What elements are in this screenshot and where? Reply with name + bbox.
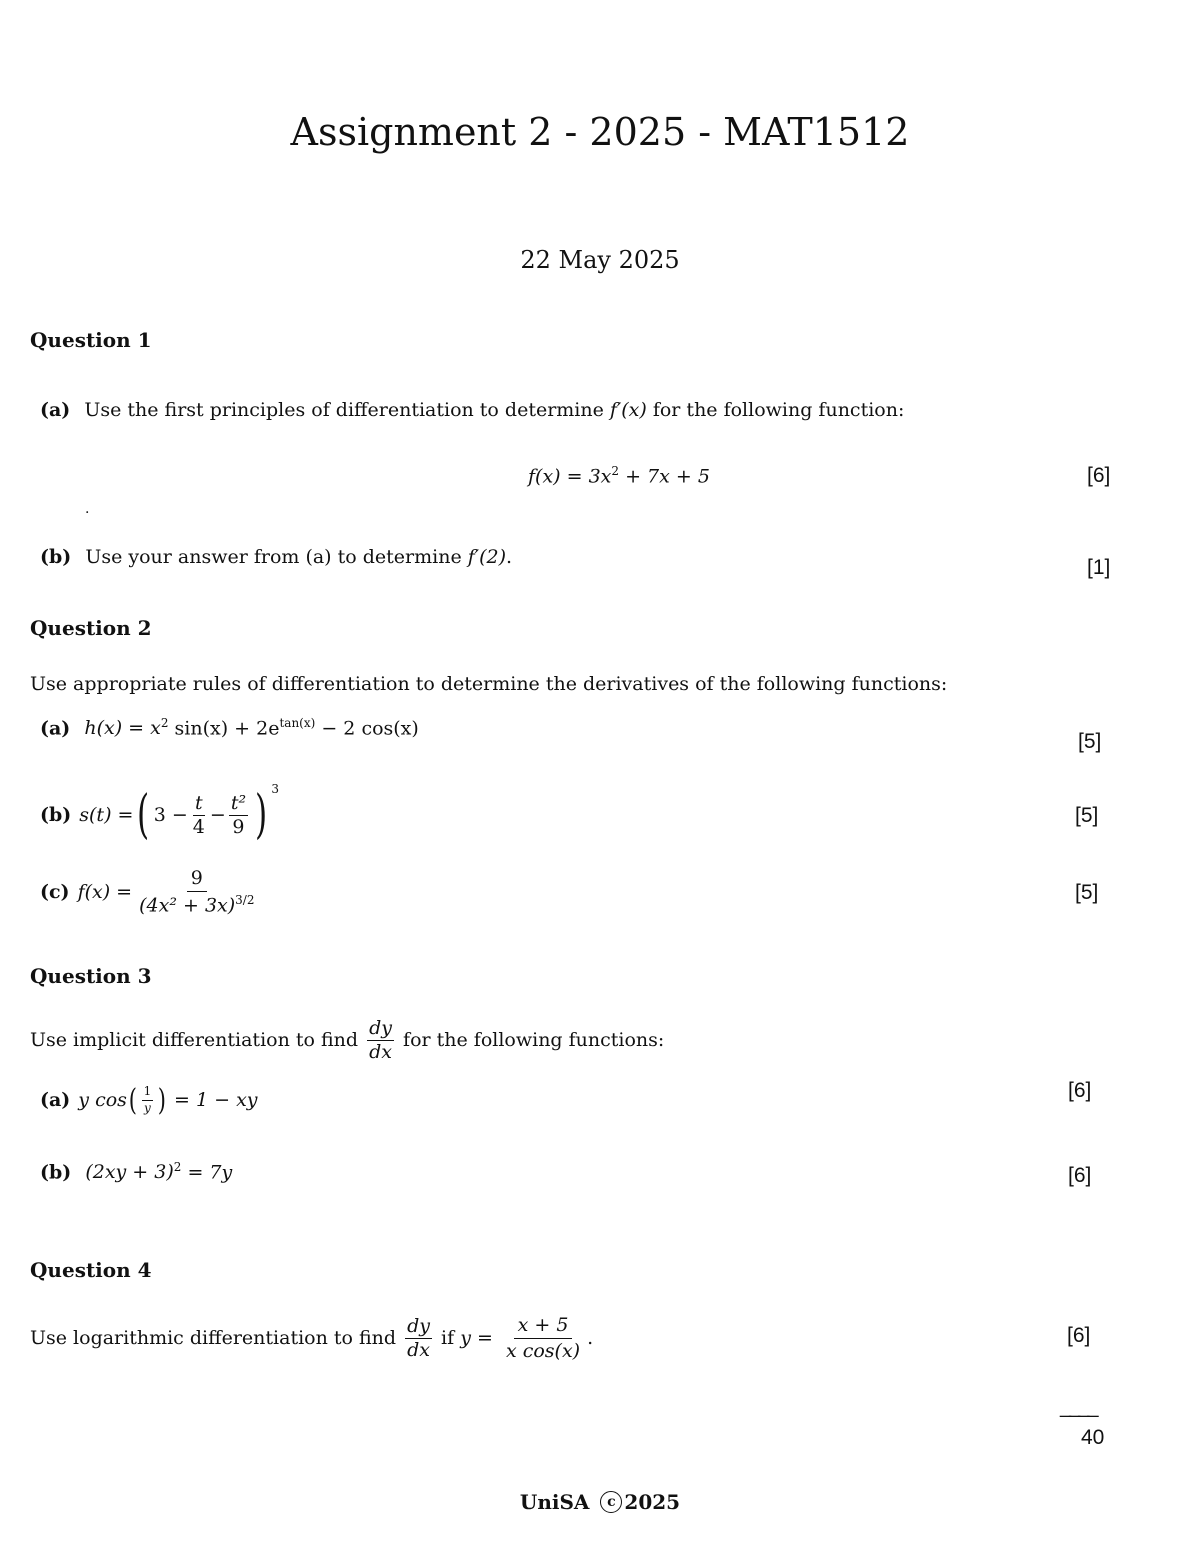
q3a-rhs: = 1 − xy — [167, 1089, 258, 1111]
q2b-lhs: s(t) = — [79, 804, 134, 826]
q1b-math: f′(2) — [467, 546, 506, 568]
q4-marks: [6] — [1067, 1324, 1091, 1347]
q3a-marks: [6] — [1068, 1079, 1092, 1102]
q3a-fraction: $\frac{1}{y}$ — [143, 1084, 152, 1115]
q3a-line — [40, 1075, 258, 1125]
q1a-equation — [528, 464, 710, 487]
page-title: Assignment 2 - 2025 - MAT1512 — [290, 110, 910, 154]
question-3-heading: Question 3 — [30, 964, 152, 988]
copyright-symbol: c — [600, 1491, 622, 1513]
q2a-exp1: 2 — [160, 716, 169, 730]
q1a-eq-exp: 2 — [611, 464, 620, 478]
q3a-label: (a) — [40, 1089, 71, 1111]
footer — [0, 1490, 1200, 1516]
q3b-rhs: = 7y — [181, 1161, 233, 1184]
q1b-text: Use your answer from (a) to determine — [85, 546, 468, 568]
footer-name: UniSA — [519, 1490, 590, 1514]
q4-text: Use logarithmic differentiation to find — [30, 1327, 403, 1349]
q3a-y: y cos — [78, 1089, 127, 1111]
q1a-marks: [6] — [1087, 464, 1111, 487]
q3b-eq: (2xy + 3) — [85, 1161, 174, 1184]
q1b-text-end: . — [506, 546, 513, 568]
q3-intro — [30, 1010, 664, 1070]
total-marks: 40 — [1081, 1426, 1105, 1449]
q2a-mid: sin(x) + 2e — [168, 717, 280, 740]
total-rule: ____ — [1060, 1396, 1097, 1418]
q2b-three: 3 − — [153, 804, 188, 826]
q3-dydx: $\frac{dy}{dx}$ — [369, 1016, 392, 1063]
q2b-fraction-1: $\frac{t}{4}$ — [192, 791, 205, 838]
q3b-exp: 2 — [173, 1160, 182, 1174]
q2c-fraction: $\frac{9}{(4x^2 + 3x)^{3/2}}$ — [139, 866, 255, 917]
q1a-label: (a) — [40, 399, 71, 421]
date: 22 May 2025 — [520, 246, 680, 274]
footer-year: 2025 — [624, 1490, 681, 1514]
q2b-minus: − — [209, 804, 226, 826]
question-4-heading: Question 4 — [30, 1258, 152, 1282]
q1a-eq-rest: + 7x + 5 — [619, 465, 710, 488]
q2a-marks: [5] — [1078, 730, 1102, 753]
q1b-marks: [1] — [1087, 556, 1111, 579]
q2a-end: − 2 cos(x) — [315, 717, 419, 740]
q2b-exp: 3 — [271, 782, 280, 796]
q4-dydx: $\frac{dy}{dx}$ — [407, 1314, 431, 1361]
q2b-open-paren: ( — [137, 785, 150, 845]
q2b-fraction-2: $\frac{\text{t²}}{9}$ — [230, 791, 247, 838]
q2c-label: (c) — [40, 881, 70, 903]
q1a-text-end: for the following function: — [646, 399, 905, 421]
q3b-label: (b) — [40, 1161, 72, 1184]
q3a-close-paren: ) — [158, 1082, 167, 1118]
question-2-heading: Question 2 — [30, 616, 152, 640]
q2b-marks: [5] — [1075, 804, 1099, 827]
q1a-math: f′(x) — [609, 399, 647, 421]
q4-end: . — [587, 1327, 594, 1349]
q2b-line — [40, 780, 279, 850]
q3-intro-text: Use implicit differentiation to find — [30, 1029, 365, 1051]
q1a-eq-lhs: f(x) = 3x — [528, 465, 612, 488]
q3-intro-end: for the following functions: — [397, 1029, 665, 1051]
q2c-marks: [5] — [1075, 881, 1099, 904]
q2a-label: (a) — [40, 717, 71, 740]
q2b-close-paren: ) — [255, 785, 268, 845]
q2a-line — [40, 716, 419, 739]
q1a-text: Use the first principles of differentiation to determine — [84, 399, 610, 421]
q2b-label: (b) — [40, 804, 72, 826]
q4-line — [30, 1308, 593, 1368]
q2c-line — [40, 862, 261, 922]
q3b-marks: [6] — [1068, 1164, 1092, 1187]
q3b-line — [40, 1160, 232, 1183]
q1b-line — [40, 546, 512, 568]
q2a-lhs: h(x) = x — [84, 717, 161, 740]
q4-fraction: $\frac{x + 5}{\text{x cos(x)}}$ — [505, 1313, 581, 1362]
q1a-line — [40, 399, 904, 421]
q2-intro: Use appropriate rules of differentiation to determine the derivatives of the following functions: — [30, 673, 948, 695]
q4-y-eq: y = — [460, 1327, 499, 1349]
q2c-lhs: f(x) = — [77, 881, 133, 903]
q2a-exp2: tan(x) — [279, 716, 316, 730]
stray-dot: · — [85, 505, 90, 521]
q4-if: if — [435, 1327, 461, 1349]
q1b-label: (b) — [40, 546, 72, 568]
question-1-heading: Question 1 — [30, 328, 152, 352]
q3a-open-paren: ( — [128, 1082, 137, 1118]
